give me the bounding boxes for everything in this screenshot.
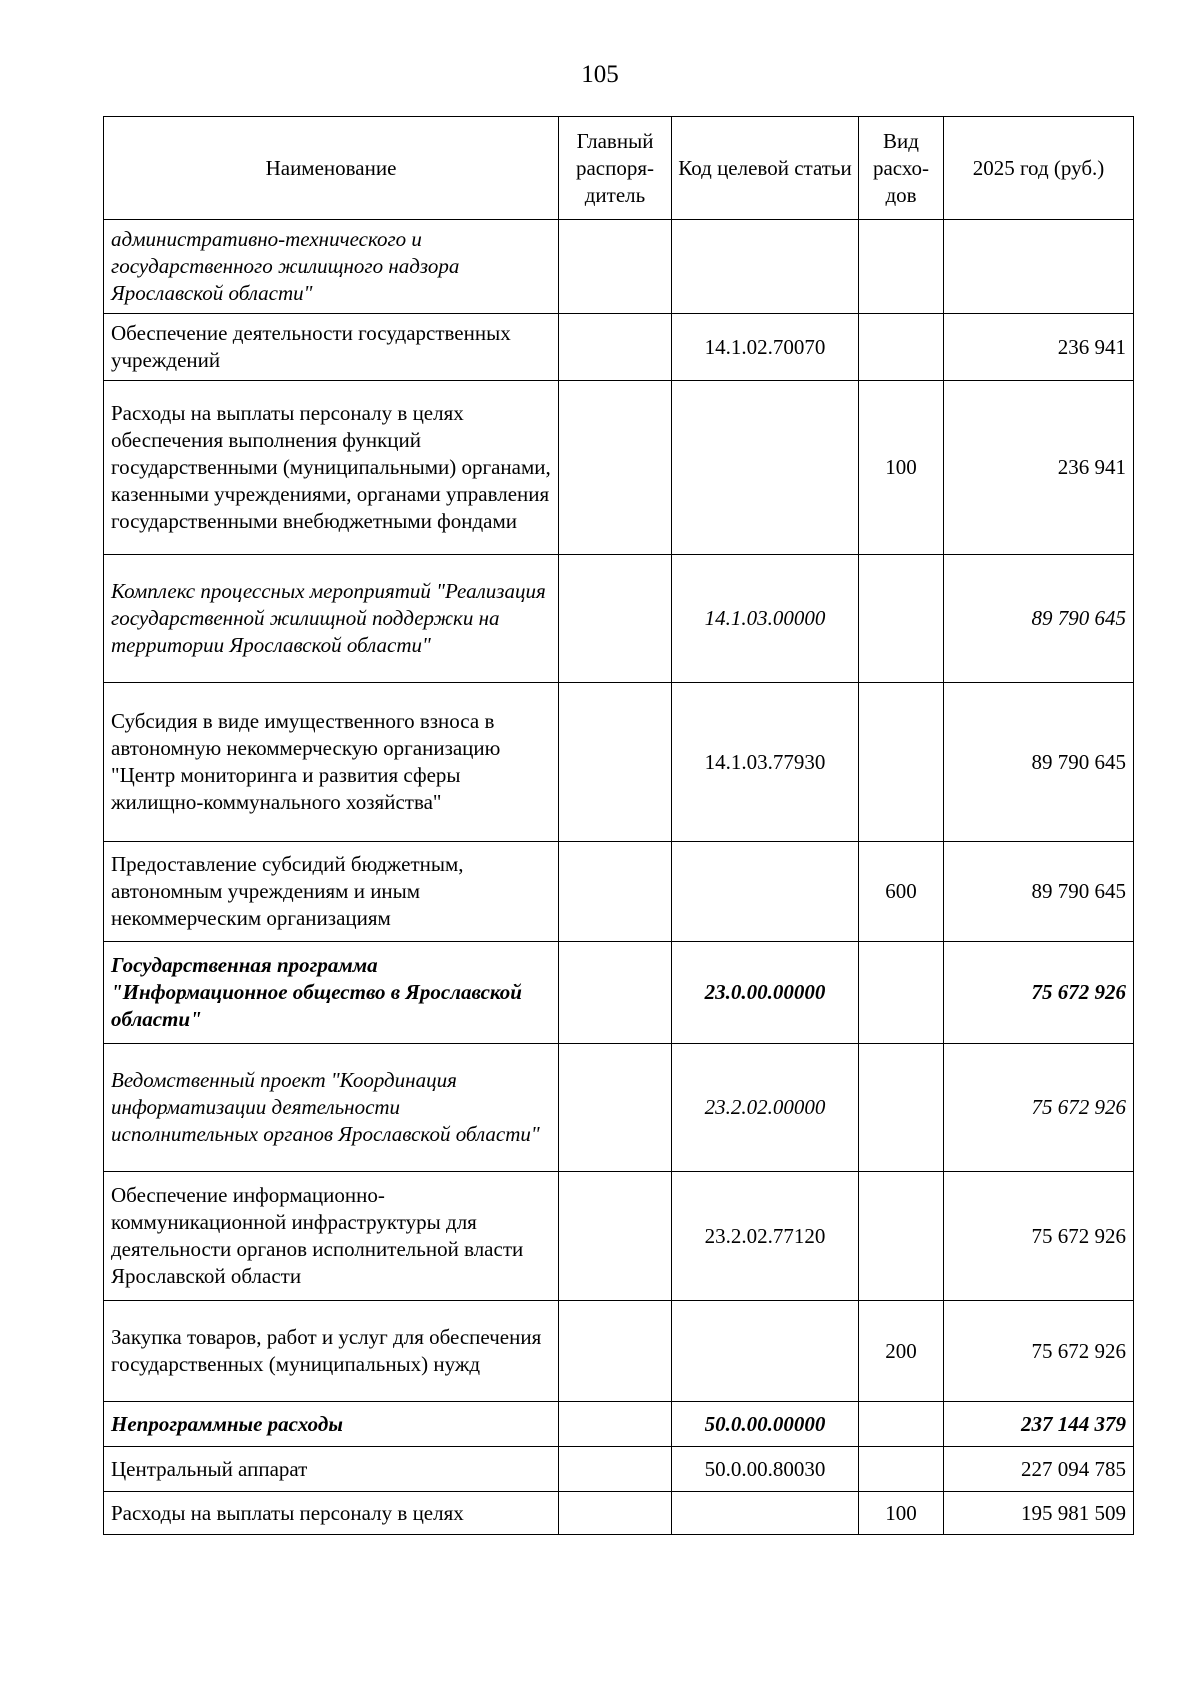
cell-manager [559,314,672,381]
cell-manager [559,842,672,942]
cell-code: 23.0.00.00000 [672,942,859,1044]
cell-kind [859,1172,944,1301]
header-code: Код целевой статьи [672,117,859,220]
cell-name: Расходы на выплаты персоналу в целях обеспечения выполнения функций государственными (муниципальными) органами, казенными учреждениями, органами управления государственными внебюджетными фондами [104,381,559,555]
cell-name: Обеспечение деятельности государственных учреждений [104,314,559,381]
table-row [104,381,1134,555]
cell-code [672,842,859,942]
header-manager: Главный распоря-дитель [559,117,672,220]
cell-name: Закупка товаров, работ и услуг для обеспечения государственных (муниципальных) нужд [104,1301,559,1402]
cell-name: Субсидия в виде имущественного взноса в автономную некоммерческую организацию "Центр мониторинга и развития сферы жилищно-коммунального хозяйства" [104,683,559,842]
cell-code [672,381,859,555]
cell-kind [859,220,944,314]
table-row [104,842,1134,942]
cell-kind [859,942,944,1044]
cell-code: 14.1.03.00000 [672,555,859,683]
cell-code [672,220,859,314]
header-name: Наименование [104,117,559,220]
cell-manager [559,1492,672,1535]
table-row [104,942,1134,1044]
table-row [104,1044,1134,1172]
cell-sum: 89 790 645 [944,842,1134,942]
table-header [104,117,1134,220]
cell-name: Ведомственный проект "Координация информатизации деятельности исполнительных органов Ярославской области" [104,1044,559,1172]
budget-table [103,116,1134,1535]
table-row [104,314,1134,381]
cell-manager [559,555,672,683]
cell-manager [559,220,672,314]
cell-sum: 75 672 926 [944,1301,1134,1402]
cell-manager [559,1447,672,1492]
cell-code: 23.2.02.77120 [672,1172,859,1301]
table-row [104,1402,1134,1447]
cell-code: 23.2.02.00000 [672,1044,859,1172]
cell-name: Обеспечение информационно-коммуникационной инфраструктуры для деятельности органов исполнительной власти Ярославской области [104,1172,559,1301]
cell-sum: 75 672 926 [944,1172,1134,1301]
table-body [104,220,1134,1535]
cell-name: Центральный аппарат [104,1447,559,1492]
cell-manager [559,1172,672,1301]
cell-sum [944,220,1134,314]
cell-kind: 200 [859,1301,944,1402]
cell-sum: 89 790 645 [944,555,1134,683]
table-row [104,1172,1134,1301]
cell-manager [559,1301,672,1402]
cell-sum: 75 672 926 [944,1044,1134,1172]
cell-code: 50.0.00.80030 [672,1447,859,1492]
cell-sum: 195 981 509 [944,1492,1134,1535]
cell-manager [559,942,672,1044]
cell-manager [559,1044,672,1172]
cell-manager [559,381,672,555]
cell-kind: 100 [859,381,944,555]
header-sum: 2025 год (руб.) [944,117,1134,220]
cell-name: Предоставление субсидий бюджетным, автономным учреждениям и иным некоммерческим организациям [104,842,559,942]
page-number: 105 [581,61,619,88]
table-row [104,220,1134,314]
cell-name: Непрограммные расходы [104,1402,559,1447]
header-row [104,117,1134,220]
cell-name: Комплекс процессных мероприятий "Реализация государственной жилищной поддержки на территории Ярославской области" [104,555,559,683]
cell-kind [859,555,944,683]
table-row [104,1492,1134,1535]
cell-code: 50.0.00.00000 [672,1402,859,1447]
cell-sum: 89 790 645 [944,683,1134,842]
cell-sum: 236 941 [944,314,1134,381]
cell-name: Государственная программа "Информационное общество в Ярославской области" [104,942,559,1044]
cell-name: Расходы на выплаты персоналу в целях [104,1492,559,1535]
cell-kind [859,314,944,381]
cell-sum: 237 144 379 [944,1402,1134,1447]
cell-manager [559,1402,672,1447]
header-kind: Вид расхо-дов [859,117,944,220]
cell-sum: 75 672 926 [944,942,1134,1044]
table-row [104,683,1134,842]
cell-name: административно-технического и государственного жилищного надзора Ярославской области" [104,220,559,314]
cell-sum: 227 094 785 [944,1447,1134,1492]
table-row [104,555,1134,683]
cell-kind [859,1044,944,1172]
cell-sum: 236 941 [944,381,1134,555]
cell-kind [859,1447,944,1492]
cell-kind: 600 [859,842,944,942]
cell-kind [859,683,944,842]
cell-kind: 100 [859,1492,944,1535]
cell-code: 14.1.02.70070 [672,314,859,381]
cell-manager [559,683,672,842]
cell-kind [859,1402,944,1447]
table-row [104,1447,1134,1492]
cell-code [672,1492,859,1535]
cell-code [672,1301,859,1402]
table-row [104,1301,1134,1402]
cell-code: 14.1.03.77930 [672,683,859,842]
